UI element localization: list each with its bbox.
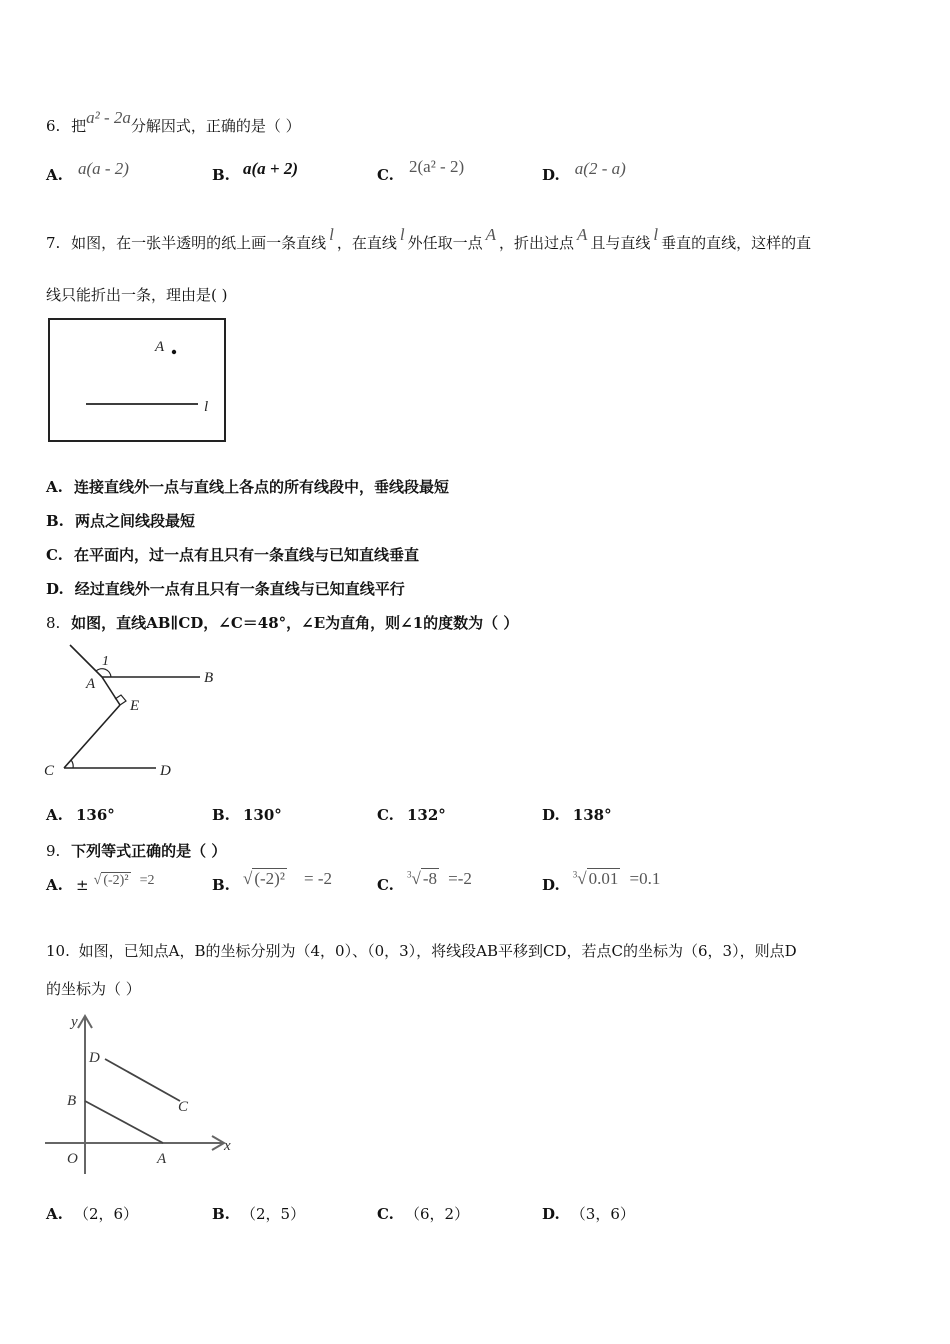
q7-var-l: l: [399, 225, 405, 244]
paper-rect: [49, 319, 225, 441]
q8-option-b[interactable]: [212, 805, 282, 824]
q10-option-a[interactable]: [46, 1203, 138, 1224]
option-label: C.: [377, 1205, 394, 1223]
q6-stem: [46, 108, 301, 136]
q6-option-d[interactable]: [542, 159, 626, 185]
q10-number: 10.: [46, 942, 70, 960]
q6-option-c[interactable]: [377, 157, 465, 185]
radicand: (-2)²: [254, 869, 285, 888]
q7-var-A: A: [577, 225, 588, 244]
rhs: = -2: [304, 869, 333, 888]
q7-var-l: l: [653, 225, 659, 244]
option-label: D.: [542, 1205, 560, 1223]
q8-stem: [46, 612, 518, 633]
option-label: C.: [377, 806, 394, 824]
transversal-line: [70, 645, 102, 677]
option-label: B.: [212, 1205, 230, 1223]
option-text: 两点之间线段最短: [75, 512, 196, 530]
option-text: a(a + 2): [243, 159, 299, 178]
label-x: x: [224, 1138, 231, 1154]
q9-option-c[interactable]: [377, 869, 472, 895]
segment-cd: [105, 1059, 180, 1101]
option-label: D.: [46, 580, 64, 598]
label-y: y: [71, 1014, 78, 1030]
line-l-label: l: [204, 399, 209, 415]
q10-text: 如图，已知点A，B的坐标分别为（4，0）、（0，3），将线段AB平移到CD，若点C的坐标为（6，3），则点D: [78, 942, 797, 960]
option-label: A.: [46, 876, 63, 894]
label-a: A: [86, 676, 96, 692]
q7-text: ，在直线: [336, 234, 397, 252]
q7-option-d[interactable]: [46, 578, 405, 599]
sqrt-icon: √ (-2)²: [243, 869, 285, 888]
option-text: a(a - 2): [77, 159, 129, 178]
q7-option-b[interactable]: [46, 510, 195, 531]
q8-number: 8.: [46, 614, 61, 632]
q8-option-d[interactable]: [542, 805, 612, 824]
label-b: B: [67, 1093, 77, 1109]
option-label: B.: [46, 512, 64, 530]
label-angle-1: 1: [102, 654, 109, 669]
q7-text: 且与直线: [590, 234, 651, 252]
q7-figure: [46, 316, 228, 444]
q10-option-c[interactable]: [377, 1203, 469, 1224]
option-text: 经过直线外一点有且只有一条直线与已知直线平行: [74, 580, 405, 598]
option-text: （6，2）: [405, 1205, 470, 1223]
q10-stem-line2: 的坐标为（ ）: [46, 980, 141, 998]
segment-ec: [64, 705, 120, 768]
q7-text: 如图，在一张半透明的纸上画一条直线: [71, 234, 327, 252]
point-a-label: A: [155, 339, 165, 355]
radicand: 0.01: [588, 869, 619, 888]
q6-number: 6.: [46, 117, 61, 135]
radicand: -8: [422, 869, 438, 888]
root-index: 3: [407, 869, 412, 880]
option-text: 130°: [243, 806, 282, 824]
q6-option-b[interactable]: [212, 159, 299, 185]
q10-option-d[interactable]: [542, 1203, 635, 1224]
rhs: =0.1: [629, 869, 661, 888]
angle-c-arc: [71, 760, 73, 768]
label-e: E: [130, 698, 140, 714]
option-text: 136°: [75, 806, 115, 824]
option-text: 132°: [407, 806, 446, 824]
label-c: C: [44, 763, 55, 779]
option-label: D.: [542, 876, 560, 894]
q7-text: 垂直的直线，这样的直: [661, 234, 812, 252]
q9-number: 9.: [46, 842, 61, 860]
segment-ab: [85, 1101, 163, 1143]
q7-text: 外任取一点: [407, 234, 483, 252]
option-text: 2(a² - 2): [409, 157, 465, 176]
option-text: （2，6）: [73, 1205, 139, 1223]
option-label: B.: [212, 806, 230, 824]
option-text: 连接直线外一点与直线上各点的所有线段中，垂线段最短: [73, 478, 449, 496]
q9-stem: [46, 840, 226, 861]
q7-var-l: l: [329, 225, 334, 244]
q8-option-a[interactable]: [46, 805, 115, 824]
point-a-dot: [172, 350, 176, 354]
q8-text: 如图，直线AB∥CD，∠C＝48°，∠E为直角，则∠1的度数为（ ）: [71, 614, 519, 632]
q7-option-a[interactable]: [46, 476, 449, 497]
q6-suffix: 分解因式，正确的是（ ）: [130, 117, 301, 135]
option-text: （2，5）: [241, 1205, 306, 1223]
option-text: 在平面内，过一点有且只有一条直线与已知直线垂直: [74, 546, 420, 564]
q7-var-A: A: [485, 225, 496, 244]
rhs: =2: [139, 873, 155, 888]
option-text: （3，6）: [570, 1205, 635, 1223]
q8-option-c[interactable]: [377, 805, 446, 824]
q7-stem-line2: 线只能折出一条，理由是( ): [46, 286, 228, 304]
q8-figure: [40, 640, 230, 785]
label-o: O: [67, 1151, 78, 1167]
q7-text: ，折出过点: [499, 234, 575, 252]
q6-option-a[interactable]: [46, 159, 129, 185]
option-label: B.: [212, 166, 230, 184]
q9-option-b[interactable]: [212, 869, 333, 895]
option-label: A.: [46, 806, 63, 824]
q7-number: 7.: [46, 234, 61, 252]
radicand: (-2)²: [103, 873, 129, 888]
root-index: 3: [572, 869, 578, 880]
q10-stem-line1: [46, 940, 797, 961]
q9-text: 下列等式正确的是（ ）: [71, 842, 227, 860]
option-text: 138°: [572, 806, 612, 824]
q6-expression: a² - 2a: [86, 108, 131, 127]
q9-option-a[interactable]: [46, 875, 155, 895]
label-a: A: [157, 1151, 167, 1167]
sqrt-icon: √ (-2)²: [93, 873, 129, 888]
q6-prefix: 把: [71, 117, 87, 135]
option-label: A.: [46, 166, 63, 184]
option-label: B.: [212, 876, 230, 894]
option-label: A.: [46, 1205, 63, 1223]
label-c: C: [178, 1099, 189, 1115]
rhs: =-2: [448, 869, 472, 888]
option-label: D.: [542, 806, 560, 824]
label-b: B: [204, 670, 214, 686]
segment-ae: [102, 677, 120, 705]
cube-root-icon: $^3$√ -8: [407, 869, 438, 888]
q7-stem-line1: [46, 225, 812, 253]
label-d: D: [89, 1050, 100, 1066]
option-label: C.: [377, 876, 394, 894]
label-d: D: [160, 763, 171, 779]
option-label: D.: [542, 166, 560, 184]
cube-root-icon: $^3$√ 0.01: [572, 869, 619, 888]
plus-minus: ±: [75, 876, 89, 894]
q10-figure: [40, 1008, 240, 1180]
option-label: A.: [46, 478, 63, 496]
option-label: C.: [46, 546, 63, 564]
q9-option-d[interactable]: [542, 869, 661, 895]
q10-option-b[interactable]: [212, 1203, 305, 1224]
option-label: C.: [377, 166, 394, 184]
option-text: a(2 - a): [574, 159, 626, 178]
q7-option-c[interactable]: [46, 544, 419, 565]
